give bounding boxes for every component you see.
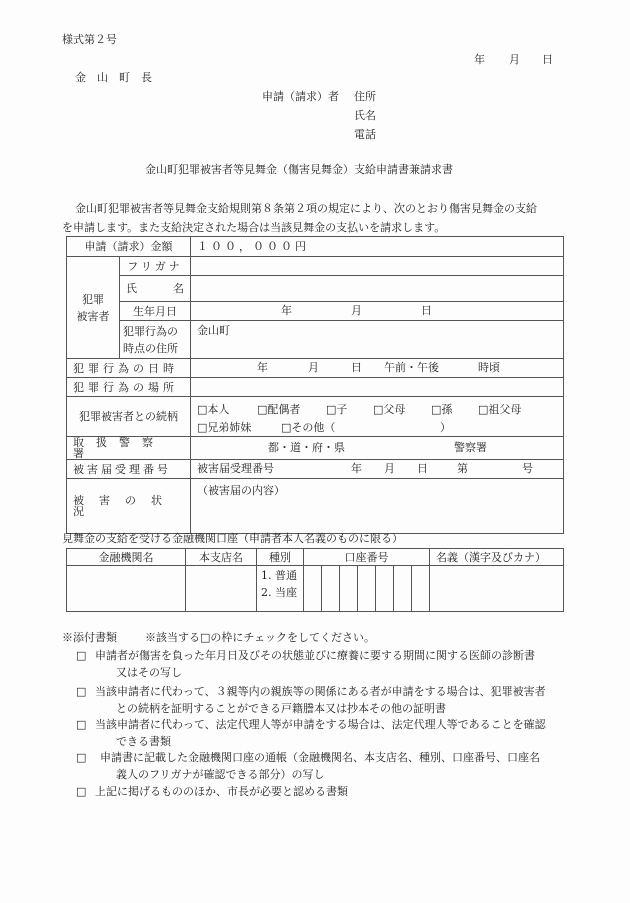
account-type-field[interactable] [257, 566, 304, 612]
intro-line-2: を申請します。また支給決定された場合は当該見舞金の支払いを請求します。 [62, 221, 446, 234]
relation-option-child[interactable]: □子 [326, 402, 348, 416]
furigana-label: フリガナ [120, 257, 191, 276]
applicant-address-label: 住所 [354, 90, 376, 103]
attachment-line-2b: との続柄を証明することができる戸籍謄本又は抄本その他の証明書 [116, 702, 446, 715]
name-label-part-1: 氏 [126, 282, 137, 295]
police-label [67, 437, 191, 460]
attachment-line-1a: 申請者が傷害を負った年月日及びその状態並びに療養に要する期間に関する医師の診断書 [95, 649, 535, 662]
attachment-checkbox-2[interactable]: □ [76, 685, 87, 698]
crime-address-field[interactable] [191, 321, 564, 359]
attachment-line-3b: できる書類 [116, 735, 171, 748]
applicant-name-label: 氏名 [354, 109, 376, 122]
birth-row [67, 302, 564, 321]
relation-option-grandchild[interactable]: □孫 [431, 402, 453, 416]
crime-place-label-text: 犯罪行為の場所 [73, 380, 178, 394]
relation-option-other[interactable]: □その他（ [281, 420, 336, 434]
relation-option-siblings[interactable]: □兄弟姉妹 [197, 420, 252, 434]
report-year: 年 [351, 462, 362, 475]
damage-row [67, 479, 564, 534]
amount-value: １００，０００円 [191, 237, 564, 257]
attachment-line-2a: 当該申請者に代わって、３親等内の親族等の関係にある者が申請をする場合は、犯罪被害者 [95, 685, 546, 698]
amount-label: 申請（請求）金額 [67, 237, 191, 257]
attachment-line-4b: 義人のフリガナが確認できる部分）の写し [116, 768, 325, 781]
bank-caption: 見舞金の支給を受ける金融機関口座（申請者本人名義のものに限る） [62, 532, 403, 545]
amount-row [67, 237, 564, 257]
intro-line-1: 金山町犯罪被害者等見舞金支給規則第８条第２項の規定により、次のとおり傷害見舞金の支給 [75, 202, 537, 215]
police-field[interactable] [191, 437, 564, 460]
birth-field[interactable] [191, 302, 564, 321]
date-year-label: 年 [474, 53, 485, 66]
date-month-label: 月 [509, 53, 520, 66]
damage-label-text: 被害の状況 [73, 494, 177, 518]
crime-datetime-label [67, 359, 191, 378]
attachment-checkbox-4[interactable]: □ [76, 751, 87, 764]
crime-datetime-row [67, 359, 564, 378]
furigana-field[interactable] [191, 257, 564, 276]
bank-name-field[interactable] [67, 566, 186, 612]
account-type-header: 種別 [257, 549, 304, 566]
furigana-row [67, 257, 564, 276]
account-type-checking[interactable]: 2. 当座 [261, 586, 297, 599]
victim-label-line-2: 被害者 [76, 309, 110, 323]
name-label-part-2: 名 [173, 282, 184, 295]
crime-place-label [67, 378, 191, 397]
damage-field[interactable] [191, 479, 564, 534]
account-holder-field[interactable] [430, 566, 564, 612]
birth-day: 日 [421, 304, 432, 317]
attachments-note: ※該当する□の枠にチェックをしてください。 [145, 631, 376, 644]
relation-option-spouse[interactable]: □配偶者 [257, 402, 301, 416]
report-prefix: 被害届受理番号 [197, 462, 274, 475]
damage-note: （被害届の内容） [197, 484, 285, 497]
victim-label-line-1: 犯罪 [82, 292, 104, 306]
attachments-heading: ※添付書類 [62, 631, 117, 644]
date-day-label: 日 [542, 53, 553, 66]
branch-name-field[interactable] [186, 566, 257, 612]
attachment-line-4a: 申請書に記載した金融機関口座の通帳（金融機関名、本支店名、種別、口座番号、口座名 [100, 751, 540, 764]
relation-option-self[interactable]: □本人 [197, 402, 230, 416]
document-title: 金山町犯罪被害者等見舞金（傷害見舞金）支給申請書兼請求書 [145, 163, 453, 176]
crime-place-row [67, 378, 564, 397]
report-no: 第 [457, 462, 468, 475]
birth-month: 月 [351, 304, 362, 317]
damage-label [67, 479, 191, 534]
account-number-header: 口座番号 [304, 549, 430, 566]
account-holder-header: 名義（漢字及びカナ） [430, 549, 564, 566]
police-station-suffix: 警察署 [454, 441, 487, 454]
victim-name-field[interactable] [191, 276, 564, 302]
relation-field [191, 397, 564, 437]
police-prefecture: 都・道・府・県 [268, 441, 345, 454]
account-digit-6[interactable] [394, 566, 412, 612]
report-day: 日 [417, 462, 428, 475]
applicant-label: 申請（請求）者 [262, 90, 339, 103]
report-label [67, 460, 191, 479]
report-month: 月 [384, 462, 395, 475]
account-digit-7[interactable] [412, 566, 430, 612]
bank-header-row [67, 549, 564, 566]
crime-datetime-label-text: 犯罪行為の日時 [73, 361, 178, 375]
dt-day: 日 [351, 361, 362, 374]
account-digit-4[interactable] [358, 566, 376, 612]
victim-label [67, 257, 120, 359]
applicant-phone-label: 電話 [354, 128, 376, 141]
crime-address-row [67, 321, 564, 359]
relation-row [67, 397, 564, 437]
account-digit-5[interactable] [376, 566, 394, 612]
birth-label: 生年月日 [120, 302, 191, 321]
dt-year: 年 [257, 361, 268, 374]
attachment-line-3a: 当該申請者に代わって、法定代理人等が申請をする場合は、法定代理人等であることを確認 [95, 718, 546, 731]
account-digit-2[interactable] [322, 566, 340, 612]
dt-time: 時頃 [478, 361, 500, 374]
crime-address-label-line-1: 犯罪行為の [123, 324, 178, 338]
bank-input-row [67, 566, 564, 612]
police-row [67, 437, 564, 460]
attachment-line-1b: 又はその写し [116, 666, 182, 679]
bank-table [66, 548, 564, 612]
attachment-checkbox-1[interactable]: □ [76, 649, 87, 662]
relation-other-close: ） [440, 420, 451, 434]
report-row [67, 460, 564, 479]
police-label-text: 取扱警察署 [73, 436, 165, 460]
name-row [67, 276, 564, 302]
relation-option-grandparents[interactable]: □祖父母 [478, 402, 522, 416]
application-table [66, 236, 564, 534]
attachment-checkbox-3[interactable]: □ [76, 718, 87, 731]
branch-name-header: 本支店名 [186, 549, 257, 566]
crime-place-field[interactable] [191, 378, 564, 397]
report-label-text: 被害届受理番号 [73, 462, 171, 476]
relation-label: 犯罪被害者との続柄 [67, 397, 191, 437]
victim-name-label [120, 276, 191, 302]
report-go: 号 [522, 462, 533, 475]
dt-ampm: 午前・午後 [384, 361, 439, 374]
form-number: 様式第２号 [62, 33, 117, 46]
report-field[interactable] [191, 460, 564, 479]
dt-month: 月 [308, 361, 319, 374]
birth-year: 年 [281, 304, 292, 317]
addressee: 金 山 町 長 [75, 71, 152, 84]
account-digit-3[interactable] [340, 566, 358, 612]
crime-address-label-line-2: 時点の住所 [123, 341, 178, 355]
attachment-line-5a: 上記に掲げるもののほか、市長が必要と認める書類 [95, 785, 348, 798]
bank-name-header: 金融機関名 [67, 549, 186, 566]
crime-datetime-field[interactable] [191, 359, 564, 378]
attachment-checkbox-5[interactable]: □ [76, 785, 87, 798]
relation-option-parents[interactable]: □父母 [373, 402, 406, 416]
crime-address-label [120, 321, 191, 359]
account-digit-1[interactable] [304, 566, 322, 612]
crime-address-value: 金山町 [197, 324, 230, 337]
account-type-ordinary[interactable]: 1. 普通 [261, 569, 297, 582]
